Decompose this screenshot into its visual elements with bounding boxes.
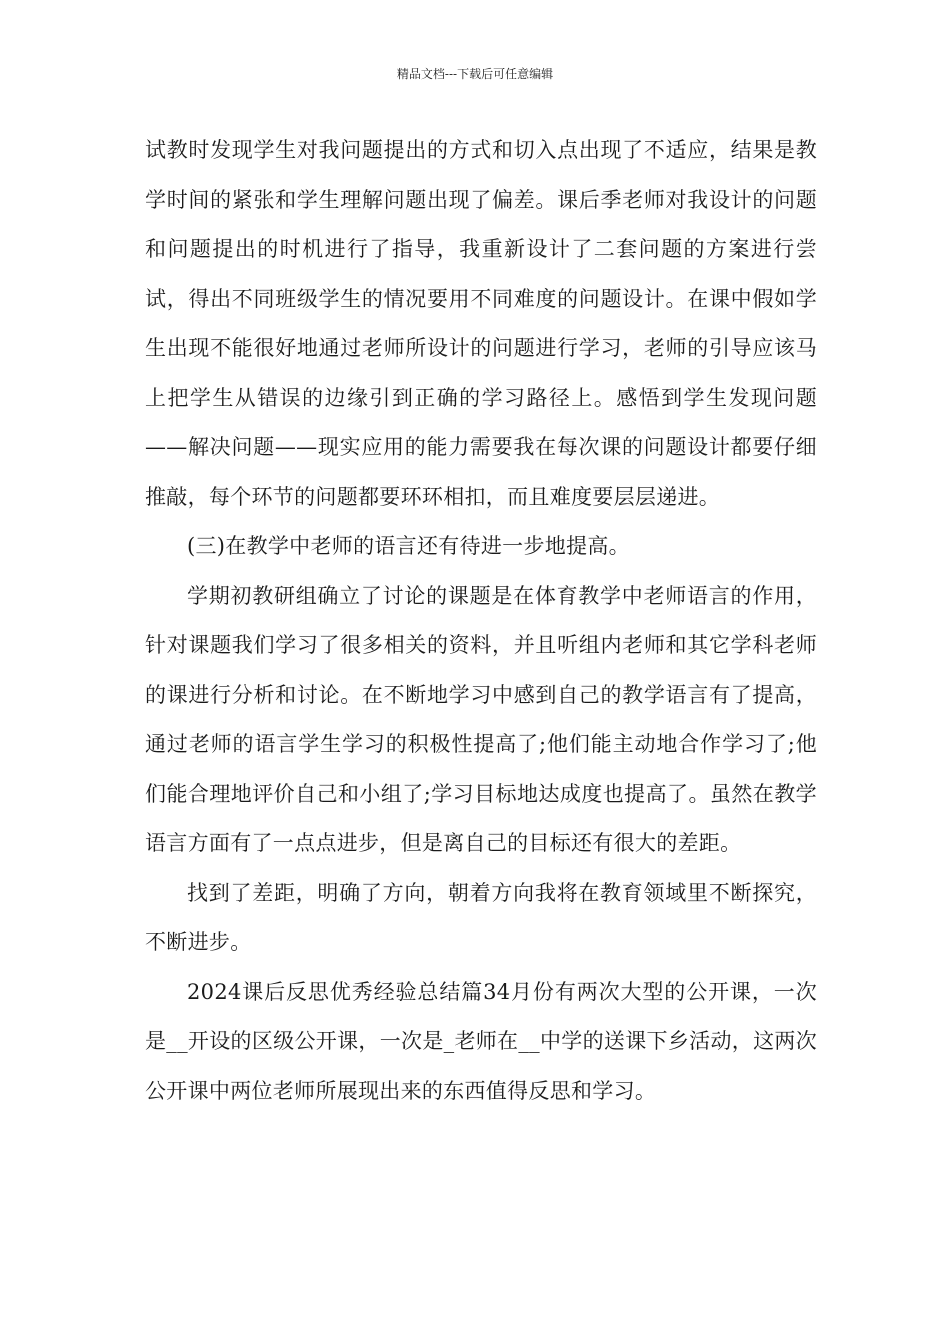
paragraph-3: 学期初教研组确立了讨论的课题是在体育教学中老师语言的作用，针对课题我们学习了很多相关的资料，并且听组内老师和其它学科老师的课进行分析和讨论。在不断地学习中感到自己的教学语言有了提高，通过老师的语言学生学习的积极性提高了;他们能主动地合作学习了;他们能合理地评价自己和小组了;学习目标地达成度也提高了。虽然在教学语言方面有了一点点进步，但是离自己的目标还有很大的差距。 <box>145 583 817 855</box>
document-body <box>145 126 817 1116</box>
paragraph-4: 找到了差距，明确了方向，朝着方向我将在教育领域里不断探究，不断进步。 <box>145 880 817 954</box>
page-header: 精品文档---下载后可任意编辑 <box>396 67 554 81</box>
paragraph-2-section-heading: (三)在教学中老师的语言还有待进一步地提高。 <box>187 534 630 558</box>
paragraph-5: 2024课后反思优秀经验总结篇34月份有两次大型的公开课，一次是__开设的区级公开课，一次是_老师在__中学的送课下乡活动，这两次公开课中两位老师所展现出来的东西值得反思和学习。 <box>145 979 817 1103</box>
paragraph-1: 试教时发现学生对我问题提出的方式和切入点出现了不适应，结果是教学时间的紧张和学生理解问题出现了偏差。课后季老师对我设计的问题和问题提出的时机进行了指导，我重新设计了二套问题的方案进行尝试，得出不同班级学生的情况要用不同难度的问题设计。在课中假如学生出现不能很好地通过老师所设计的问题进行学习，老师的引导应该马上把学生从错误的边缘引到正确的学习路径上。感悟到学生发现问题——解决问题——现实应用的能力需要我在每次课的问题设计都要仔细推敲，每个环节的问题都要环环相扣，而且难度要层层递进。 <box>145 138 817 509</box>
